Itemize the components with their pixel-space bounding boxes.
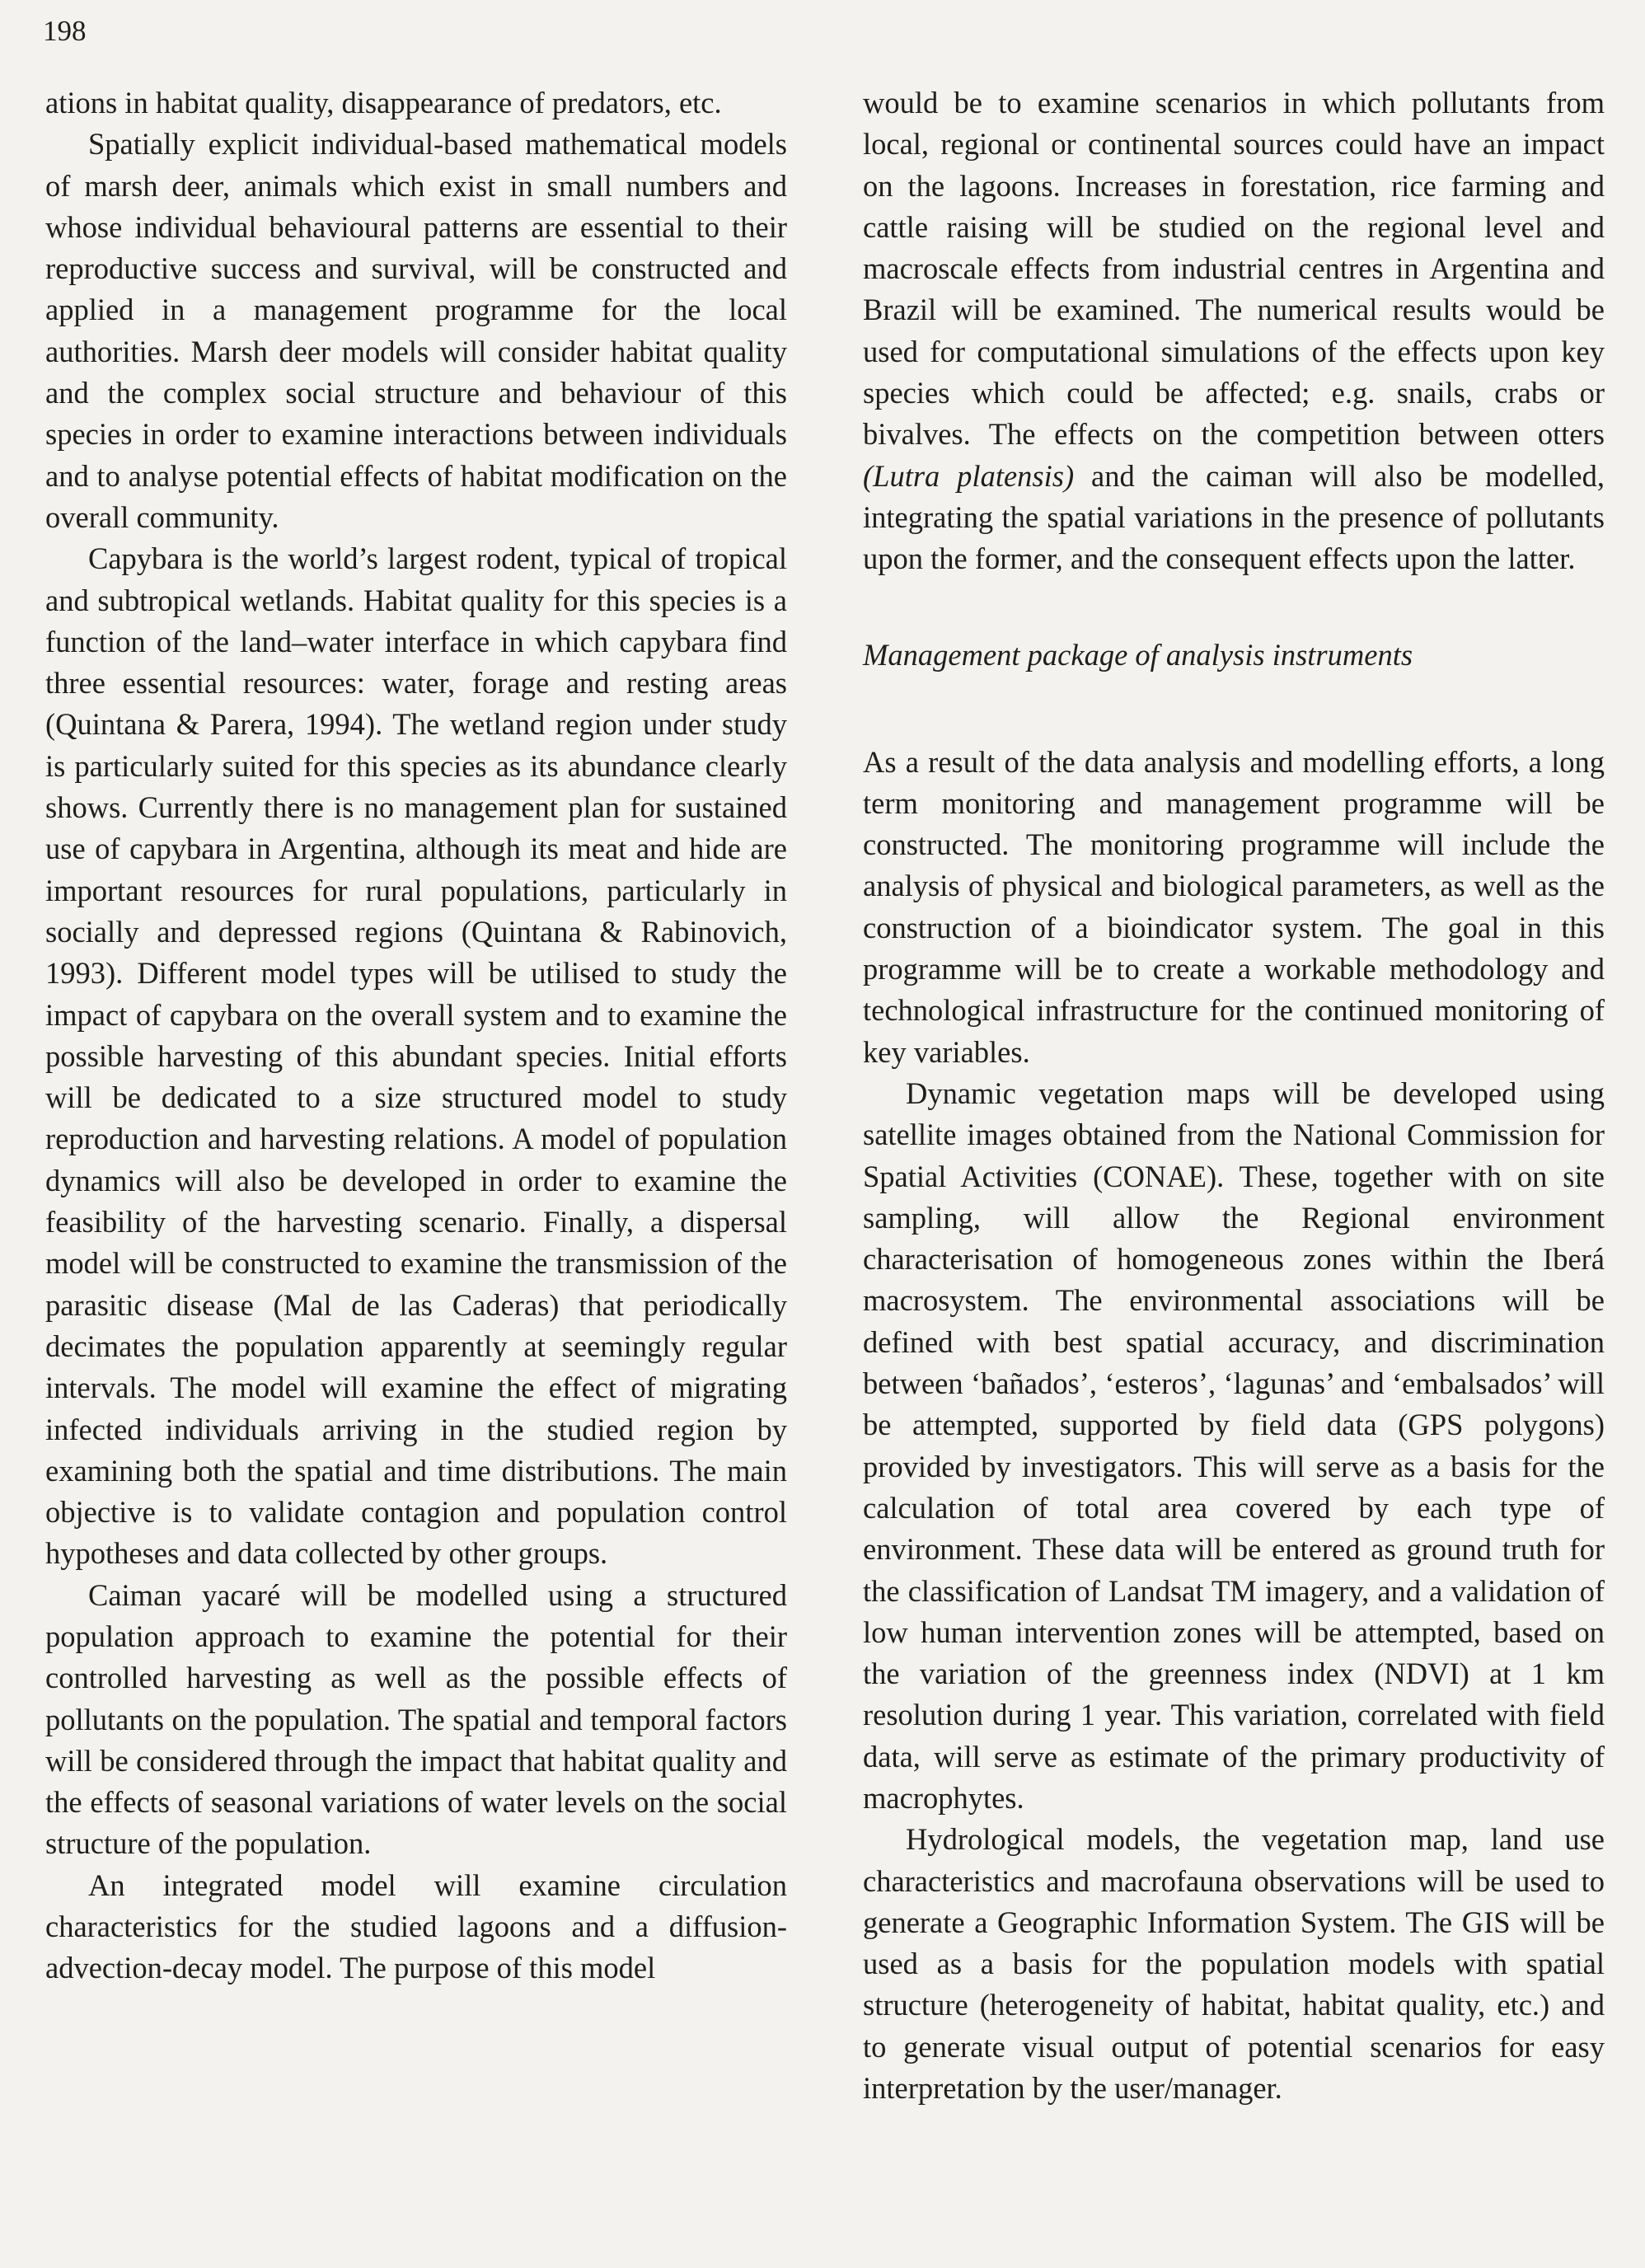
paragraph-vegetation-maps: Dynamic vegetation maps will be developed using satellite images obtained from the National Commission for Spatial Activities (CONAE). These, together with on site sampling, will allow the Regional environment characterisation of homogeneous zones within the Iberá macrosystem. The environmental associations will be defined with best spatial accuracy, and discrimination between ‘bañados’, ‘esteros’, ‘lagunas’ and ‘embalsados’ will be attempted, supported by field data (GPS polygons) provided by investigators. This will serve as a basis for the calculation of total area covered by each type of environment. These data will be entered as ground truth for the classification of Landsat TM imagery, and a validation of low human intervention zones will be attempted, based on the variation of the greenness index (NDVI) at 1 km resolution during 1 year. This variation, correlated with field data, will serve as estimate of the primary productivity of macrophytes. bbox=[863, 1075, 1605, 1815]
paragraph-monitoring-programme: As a result of the data analysis and modelling efforts, a long term monitoring and management programme will be constructed. The monitoring programme will include the analysis of physical and biological parameters, as well as the construction of a bioindicator system. The goal in this programme will be to create a workable methodology and technological infrastructure for the continued monitoring of key variables. bbox=[863, 744, 1605, 1069]
species-name: (Lutra platensis) bbox=[863, 458, 1075, 493]
section-heading: Management package of analysis instruments bbox=[863, 637, 1413, 672]
paragraph-capybara: Capybara is the world’s largest rodent, typical of tropical and subtropical wetlands. Habitat quality for this species is a function of the land–water interface in which capybara find three essential resources: water, forage and resting areas (Quintana & Parera, 1994). The wetland region under study is particularly suited for this species as its abundance clearly shows. Currently there is no management plan for sustained use of capybara in Argentina, although its meat and hide are important resources for rural populations, particularly in socially and depressed regions (Quintana & Rabinovich, 1993). Different model types will be utilised to study the impact of capybara on the overall system and to examine the possible harvesting of this abundant species. Initial efforts will be dedicated to a size structured model to study reproduction and harvesting relations. A model of population dynamics will also be developed in order to examine the feasibility of the harvesting scenario. Finally, a dispersal model will be constructed to examine the transmission of the parasitic disease (Mal de las Caderas) that periodically decimates the population apparently at seemingly regular intervals. The model will examine the effect of migrating infected individuals arriving in the studied region by examining both the spatial and time distributions. The main objective is to validate contagion and population control hypotheses and data collected by other groups. bbox=[45, 541, 787, 1571]
paragraph-hydrological-models: Hydrological models, the vegetation map, land use characteristics and macrofauna observations will be used to generate a Geographic Information System. The GIS will be used as a basis for the population models with spatial structure (heterogeneity of habitat, habitat quality, etc.) and to generate visual output of potential scenarios for easy interpretation by the user/manager. bbox=[863, 1822, 1605, 2106]
left-column bbox=[45, 82, 787, 1989]
paragraph-marsh-deer: Spatially explicit individual-based mathematical models of marsh deer, animals which exist in small numbers and whose individual behavioural patterns are essential to their reproductive success and survival, will be constructed and applied in a management programme for the local authorities. Marsh deer models will consider habitat quality and the complex social structure and behaviour of this species in order to examine interactions between individuals and to analyse potential effects of habitat modification on the overall community. bbox=[45, 127, 787, 534]
paragraph-pollutant-scenarios bbox=[863, 82, 1605, 580]
paragraph-caiman: Caiman yacaré will be modelled using a structured population approach to examine the potential for their controlled harvesting as well as the possible effects of pollutants on the population. The spatial and temporal factors will be considered through the impact that habitat quality and the effects of seasonal variations of water levels on the social structure of the population. bbox=[45, 1577, 787, 1861]
paragraph-text: would be to examine scenarios in which pollutants from local, regional or continental sources could have an impact on the lagoons. Increases in forestation, rice farming and cattle raising will be studied on the regional level and macroscale effects from industrial centres in Argentina and Brazil will be examined. The numerical results would be used for computational simulations of the effects upon key species which could be affected; e.g. snails, crabs or bivalves. The effects on the competition between otters bbox=[863, 86, 1605, 452]
page-number: 198 bbox=[43, 15, 87, 47]
paragraph-text: and the caiman will also be modelled, integrating the spatial variations in the presence of pollutants upon the former, and the consequent effects upon the latter. bbox=[863, 458, 1605, 576]
paragraph-integrated-model: An integrated model will examine circulation characteristics for the studied lagoons and a diffusion-advection-decay model. The purpose of this model bbox=[45, 1867, 787, 1985]
paragraph-continuation: ations in habitat quality, disappearance of predators, etc. bbox=[45, 86, 722, 119]
right-column bbox=[863, 82, 1605, 2109]
